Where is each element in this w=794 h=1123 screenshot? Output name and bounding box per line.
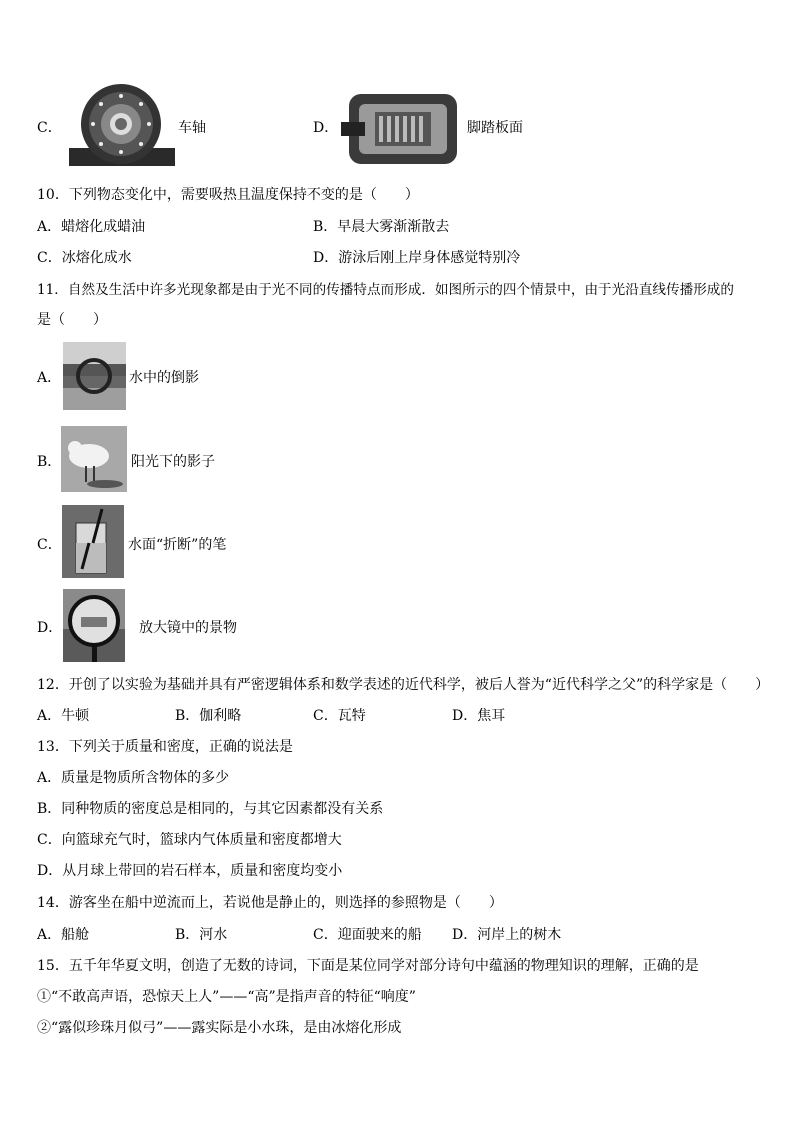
q10-option-a: A．蜡熔化成蜡油 xyxy=(37,219,146,235)
shadow-image xyxy=(61,426,127,492)
q10-option-b: B．早晨大雾渐渐散去 xyxy=(313,219,450,235)
q12-option-b: B．伽利略 xyxy=(175,708,242,724)
q11-option-a-letter: A． xyxy=(37,370,62,386)
q14-option-b: B．河水 xyxy=(175,927,228,943)
q11-stem-line1: 11．自然及生活中许多光现象都是由于光不同的传播特点而形成．如图所示的四个情景中，由于光沿直线传播形成的 xyxy=(37,282,734,298)
q9-option-d-text: 脚踏板面 xyxy=(467,120,523,136)
q12-option-d: D．焦耳 xyxy=(452,708,506,724)
q11-stem-line2: 是（ ） xyxy=(37,312,107,328)
q14-option-c: C．迎面驶来的船 xyxy=(313,927,422,943)
q11-option-c-text: 水面“折断”的笔 xyxy=(128,537,227,553)
q9-option-d-letter: D． xyxy=(313,120,339,136)
reflection-image xyxy=(63,342,126,410)
q14-stem: 14．游客坐在船中逆流而上，若说他是静止的，则选择的参照物是（ ） xyxy=(37,895,503,911)
q12-option-a: A．牛顿 xyxy=(37,708,90,724)
q9-option-c-letter: C． xyxy=(37,120,62,136)
q11-option-b-letter: B． xyxy=(37,454,62,470)
q13-option-b: B．同种物质的密度总是相同的，与其它因素都没有关系 xyxy=(37,801,384,817)
q15-stem: 15．五千年华夏文明，创造了无数的诗词，下面是某位同学对部分诗句中蕴涵的物理知识的理解，正确的是 xyxy=(37,958,699,974)
q14-option-d: D．河岸上的树木 xyxy=(452,927,562,943)
q13-stem: 13．下列关于质量和密度，正确的说法是 xyxy=(37,739,293,755)
q13-option-a: A．质量是物质所含物体的多少 xyxy=(37,770,230,786)
q11-option-b-text: 阳光下的影子 xyxy=(131,454,215,470)
q15-statement-1: ①“不敢高声语，恐惊天上人”——“高”是指声音的特征“响度” xyxy=(37,989,416,1005)
q12-option-c: C．瓦特 xyxy=(313,708,366,724)
q14-option-a: A．船舱 xyxy=(37,927,90,943)
q11-option-c-letter: C． xyxy=(37,537,62,553)
q13-option-d: D．从月球上带回的岩石样本，质量和密度均变小 xyxy=(37,863,343,879)
pedal-image xyxy=(341,90,463,168)
q12-stem: 12．开创了以实验为基础并具有严密逻辑体系和数学表述的近代科学，被后人誉为“近代科学之父”的科学家是（ ） xyxy=(37,677,770,693)
axle-image xyxy=(69,82,175,166)
bent-pencil-image xyxy=(62,505,124,578)
magnifier-image xyxy=(63,589,125,662)
q10-option-c: C．冰熔化成水 xyxy=(37,250,132,266)
q13-option-c: C．向篮球充气时，篮球内气体质量和密度都增大 xyxy=(37,832,342,848)
q11-option-d-letter: D． xyxy=(37,620,63,636)
q15-statement-2: ②“露似珍珠月似弓”——露实际是小水珠，是由冰熔化形成 xyxy=(37,1020,402,1036)
q11-option-d-text: 放大镜中的景物 xyxy=(139,620,237,636)
q9-option-c-text: 车轴 xyxy=(178,120,206,136)
q11-option-a-text: 水中的倒影 xyxy=(129,370,199,386)
q10-option-d: D．游泳后刚上岸身体感觉特别冷 xyxy=(313,250,521,266)
q10-stem: 10．下列物态变化中，需要吸热且温度保持不变的是（ ） xyxy=(37,187,419,203)
